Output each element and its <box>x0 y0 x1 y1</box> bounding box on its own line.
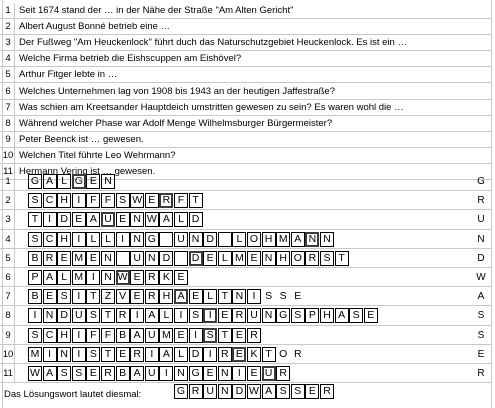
letter-cell[interactable]: N <box>130 212 144 227</box>
letter-cell[interactable]: N <box>43 308 57 323</box>
question-row[interactable] <box>0 132 492 148</box>
letter-cell[interactable]: L <box>57 270 71 285</box>
row-number: 6 <box>2 268 15 286</box>
letter-cell[interactable]: E <box>218 308 232 323</box>
question-text: Welche Firma betrieb die Eishscuppen am Eishövel? <box>19 53 242 65</box>
letter-cell[interactable]: K <box>247 347 261 362</box>
letter-cell[interactable]: F <box>101 328 115 343</box>
letter-cell[interactable]: A <box>145 308 159 323</box>
letter-cell[interactable]: I <box>43 347 57 362</box>
row-number: 3 <box>2 35 15 50</box>
letter-cell[interactable]: N <box>57 347 71 362</box>
letter-cell[interactable]: U <box>247 308 261 323</box>
letter-cell[interactable]: S <box>291 308 305 323</box>
letter-cell[interactable]: W <box>28 366 42 381</box>
letter-cell[interactable]: O <box>247 232 261 247</box>
letter-cell[interactable]: W <box>145 212 159 227</box>
overflow-letter: S <box>265 290 273 303</box>
letter-cell[interactable]: R <box>247 328 261 343</box>
letter-cell[interactable] <box>159 232 173 247</box>
letter-cell[interactable]: T <box>101 308 115 323</box>
letter-cell[interactable]: I <box>145 347 159 362</box>
letter-cell[interactable]: N <box>262 308 276 323</box>
letter-cell[interactable]: G <box>189 366 203 381</box>
solution-cell[interactable]: S <box>276 384 290 399</box>
row-number: 9 <box>2 326 15 344</box>
question-text: Welchen Titel führte Leo Wehrmann? <box>19 149 176 161</box>
letter-cell[interactable]: R <box>218 347 232 362</box>
solution-letter: U <box>477 214 485 226</box>
highlighted-letter-cell[interactable]: G <box>72 174 86 189</box>
letter-cell[interactable]: U <box>174 232 188 247</box>
answer-row[interactable] <box>0 191 492 210</box>
letter-cell[interactable]: I <box>247 289 261 304</box>
letter-cell[interactable]: E <box>232 328 246 343</box>
letter-cell[interactable]: E <box>86 251 100 266</box>
letter-cell[interactable]: L <box>232 232 246 247</box>
letter-cell[interactable]: R <box>145 270 159 285</box>
question-text: Der Fußweg "Am Heuckenlock" führt duch das Naturschutzgebiet Heuckenlock. Es ist ein … <box>19 37 407 49</box>
letter-cell[interactable]: H <box>320 308 334 323</box>
letter-cell[interactable]: L <box>218 251 232 266</box>
solution-cell[interactable]: G <box>174 384 188 399</box>
letter-cell[interactable]: M <box>72 251 86 266</box>
letter-cell[interactable]: D <box>189 347 203 362</box>
letter-cell[interactable]: C <box>43 328 57 343</box>
answer-row[interactable] <box>0 364 492 383</box>
letter-cell[interactable]: I <box>232 366 246 381</box>
letter-cell[interactable]: C <box>43 193 57 208</box>
letter-cell[interactable]: C <box>43 232 57 247</box>
letter-cell[interactable]: A <box>159 212 173 227</box>
answer-row[interactable] <box>0 345 492 364</box>
letter-cell[interactable]: R <box>101 366 115 381</box>
letter-cell[interactable]: S <box>28 193 42 208</box>
letter-cell[interactable]: B <box>28 251 42 266</box>
row-number: 11 <box>2 364 15 382</box>
letter-cell[interactable]: D <box>57 212 71 227</box>
letter-cell[interactable]: M <box>159 328 173 343</box>
row-number: 10 <box>2 345 15 363</box>
row-number: 8 <box>2 306 15 324</box>
letter-cell[interactable]: M <box>28 347 42 362</box>
letter-cell[interactable]: R <box>43 251 57 266</box>
letter-cell[interactable]: L <box>159 308 173 323</box>
letter-cell[interactable]: I <box>174 308 188 323</box>
letter-cell[interactable]: N <box>189 232 203 247</box>
letter-cell[interactable]: I <box>43 212 57 227</box>
letter-cell[interactable]: M <box>232 251 246 266</box>
solution-cell[interactable]: N <box>218 384 232 399</box>
letter-cell[interactable]: I <box>28 308 42 323</box>
letter-cell[interactable]: U <box>145 328 159 343</box>
highlighted-letter-cell[interactable]: R <box>159 193 173 208</box>
row-number: 10 <box>2 148 15 163</box>
letter-cell[interactable]: E <box>116 212 130 227</box>
highlighted-letter-cell[interactable]: U <box>262 366 276 381</box>
solution-letter: W <box>476 272 486 283</box>
highlighted-letter-cell[interactable]: D <box>189 251 203 266</box>
letter-cell[interactable]: L <box>203 289 217 304</box>
solution-letter: R <box>477 368 485 379</box>
question-text: Peter Beenck ist … gewesen. <box>19 133 144 145</box>
row-number: 9 <box>2 132 15 147</box>
letter-cell[interactable]: W <box>130 193 144 208</box>
question-row[interactable] <box>0 148 492 164</box>
answer-row[interactable] <box>0 306 492 325</box>
solution-cell[interactable]: W <box>247 384 261 399</box>
letter-cell[interactable] <box>174 251 188 266</box>
question-row[interactable] <box>0 67 492 83</box>
solution-cell[interactable]: R <box>189 384 203 399</box>
letter-cell[interactable]: S <box>320 251 334 266</box>
letter-cell[interactable]: R <box>276 366 290 381</box>
letter-cell[interactable]: E <box>130 289 144 304</box>
letter-cell[interactable] <box>116 251 130 266</box>
letter-cell[interactable]: E <box>247 366 261 381</box>
letter-cell[interactable]: N <box>145 251 159 266</box>
letter-cell[interactable]: K <box>159 270 173 285</box>
letter-cell[interactable]: V <box>116 289 130 304</box>
question-row[interactable] <box>0 19 492 35</box>
question-row[interactable] <box>0 116 492 132</box>
letter-cell[interactable]: E <box>364 308 378 323</box>
letter-cell[interactable]: I <box>86 270 100 285</box>
letter-cell[interactable]: N <box>101 251 115 266</box>
letter-cell[interactable]: I <box>72 289 86 304</box>
highlighted-letter-cell[interactable]: S <box>203 328 217 343</box>
letter-cell[interactable]: A <box>130 328 144 343</box>
solution-cell[interactable]: A <box>262 384 276 399</box>
letter-cell[interactable]: G <box>276 308 290 323</box>
letter-cell[interactable]: H <box>57 232 71 247</box>
letter-cell[interactable]: R <box>305 251 319 266</box>
letter-cell[interactable]: F <box>101 193 115 208</box>
question-text: Arthur Fitger lebte in … <box>19 69 118 81</box>
letter-cell[interactable]: T <box>218 328 232 343</box>
answer-row[interactable] <box>0 268 492 287</box>
solution-letter: A <box>477 291 485 303</box>
solution-cell[interactable]: S <box>291 384 305 399</box>
letter-cell[interactable]: U <box>72 308 86 323</box>
letter-cell[interactable]: D <box>189 212 203 227</box>
letter-cell[interactable]: D <box>57 308 71 323</box>
letter-cell[interactable]: A <box>159 347 173 362</box>
row-number: 2 <box>2 19 15 34</box>
letter-cell[interactable]: A <box>43 270 57 285</box>
letter-cell[interactable]: S <box>72 366 86 381</box>
letter-cell[interactable]: D <box>159 251 173 266</box>
solution-label: Das Lösungswort lautet diesmal: <box>4 389 142 400</box>
letter-cell[interactable]: N <box>232 289 246 304</box>
letter-cell[interactable]: E <box>174 270 188 285</box>
letter-cell[interactable]: A <box>335 308 349 323</box>
letter-cell[interactable]: G <box>145 232 159 247</box>
highlighted-letter-cell[interactable]: A <box>174 289 188 304</box>
solution-letter: G <box>477 176 485 187</box>
solution-cell[interactable]: R <box>320 384 334 399</box>
letter-cell[interactable]: R <box>130 347 144 362</box>
letter-cell[interactable]: L <box>86 232 100 247</box>
solution-letter: E <box>477 348 485 360</box>
letter-cell[interactable]: E <box>145 193 159 208</box>
answer-row[interactable] <box>0 172 492 191</box>
letter-cell[interactable]: H <box>57 193 71 208</box>
letter-cell[interactable]: T <box>28 212 42 227</box>
solution-letter: D <box>477 252 485 264</box>
letter-cell[interactable]: T <box>262 347 276 362</box>
answer-row[interactable] <box>0 230 492 249</box>
answer-row[interactable] <box>0 326 492 345</box>
row-number: 7 <box>2 100 15 115</box>
row-number: 1 <box>2 3 15 18</box>
question-text: Welches Unternehmen lag von 1908 bis 1943 an der heutigen Jaffestraße? <box>19 85 335 97</box>
letter-cell[interactable]: I <box>130 308 144 323</box>
letter-cell[interactable]: I <box>72 347 86 362</box>
letter-cell[interactable]: A <box>43 174 57 189</box>
overflow-letter: S <box>279 290 287 303</box>
letter-cell[interactable]: S <box>349 308 363 323</box>
letter-cell[interactable]: L <box>57 174 71 189</box>
highlighted-letter-cell[interactable]: U <box>101 212 115 227</box>
highlighted-letter-cell[interactable]: E <box>232 347 246 362</box>
question-text: Was schien am Kreetsander Hauptdeich umstritten gewesen zu sein? Es waren wohl die … <box>19 101 404 113</box>
overflow-letter: E <box>294 290 302 303</box>
letter-cell[interactable]: E <box>189 289 203 304</box>
question-text: Hermann Vering ist … gewesen. <box>19 166 156 177</box>
letter-cell[interactable]: N <box>320 232 334 247</box>
letter-cell[interactable]: F <box>86 328 100 343</box>
answer-row[interactable] <box>0 210 492 229</box>
letter-cell[interactable]: E <box>130 270 144 285</box>
question-row[interactable] <box>0 51 492 67</box>
letter-cell[interactable]: I <box>72 232 86 247</box>
letter-cell[interactable]: S <box>189 308 203 323</box>
letter-cell[interactable]: N <box>218 366 232 381</box>
row-number: 4 <box>2 230 15 248</box>
solution-letter: R <box>477 195 485 207</box>
row-number: 11 <box>2 164 15 179</box>
letter-cell[interactable]: D <box>203 232 217 247</box>
letter-cell[interactable]: E <box>203 251 217 266</box>
solution-letter: S <box>477 310 485 322</box>
letter-cell[interactable]: B <box>116 366 130 381</box>
letter-cell[interactable]: B <box>116 328 130 343</box>
question-text: Seit 1674 stand der … in der Nähe der Straße "Am Alten Gericht" <box>19 5 294 16</box>
letter-cell[interactable] <box>218 232 232 247</box>
letter-cell[interactable]: E <box>203 366 217 381</box>
letter-cell[interactable]: E <box>57 251 71 266</box>
question-row[interactable] <box>0 35 492 51</box>
letter-cell[interactable]: L <box>174 212 188 227</box>
row-number: 6 <box>2 84 15 99</box>
letter-cell[interactable]: I <box>203 347 217 362</box>
letter-cell[interactable]: L <box>174 347 188 362</box>
letter-cell[interactable]: N <box>101 270 115 285</box>
answer-row[interactable] <box>0 287 492 306</box>
letter-cell[interactable]: R <box>116 308 130 323</box>
letter-cell[interactable]: E <box>247 251 261 266</box>
letter-cell[interactable]: G <box>28 174 42 189</box>
row-number: 5 <box>2 67 15 82</box>
row-number: 8 <box>2 116 15 131</box>
letter-cell[interactable]: A <box>130 366 144 381</box>
highlighted-letter-cell[interactable]: W <box>116 270 130 285</box>
letter-cell[interactable]: N <box>262 251 276 266</box>
letter-cell[interactable]: E <box>116 347 130 362</box>
letter-cell[interactable]: S <box>57 289 71 304</box>
overflow-letter: O <box>279 347 288 360</box>
letter-cell[interactable]: R <box>232 308 246 323</box>
letter-cell[interactable]: E <box>43 289 57 304</box>
question-row[interactable] <box>0 3 492 19</box>
letter-cell[interactable]: I <box>159 366 173 381</box>
letter-cell[interactable]: H <box>262 232 276 247</box>
letter-cell[interactable]: U <box>145 366 159 381</box>
question-row[interactable] <box>0 84 492 100</box>
letter-cell[interactable]: O <box>291 251 305 266</box>
letter-cell[interactable]: F <box>86 193 100 208</box>
letter-cell[interactable]: A <box>291 232 305 247</box>
solution-letter: S <box>477 329 485 341</box>
row-number: 4 <box>2 51 15 66</box>
letter-cell[interactable]: S <box>86 308 100 323</box>
letter-cell[interactable]: H <box>276 251 290 266</box>
letter-cell[interactable]: S <box>57 366 71 381</box>
letter-cell[interactable]: N <box>101 174 115 189</box>
letter-cell[interactable]: H <box>57 328 71 343</box>
letter-cell[interactable]: S <box>28 328 42 343</box>
letter-cell[interactable]: N <box>174 366 188 381</box>
row-number: 3 <box>2 210 15 228</box>
answer-row[interactable] <box>0 249 492 268</box>
row-number: 5 <box>2 249 15 267</box>
letter-cell[interactable]: T <box>101 347 115 362</box>
letter-cell[interactable]: E <box>72 212 86 227</box>
letter-cell[interactable]: T <box>335 251 349 266</box>
question-text: Während welcher Phase war Adolf Menge Wilhelmsburger Bürgermeister? <box>19 117 333 129</box>
row-number: 7 <box>2 287 15 305</box>
letter-cell[interactable]: L <box>101 232 115 247</box>
letter-cell[interactable]: E <box>86 174 100 189</box>
letter-cell[interactable]: M <box>72 270 86 285</box>
letter-cell[interactable]: A <box>86 212 100 227</box>
letter-cell[interactable]: E <box>86 366 100 381</box>
letter-cell[interactable]: E <box>174 328 188 343</box>
highlighted-letter-cell[interactable]: I <box>203 308 217 323</box>
letter-cell[interactable]: I <box>189 328 203 343</box>
letter-cell[interactable]: I <box>116 232 130 247</box>
letter-cell[interactable]: T <box>189 193 203 208</box>
question-row[interactable] <box>0 100 492 116</box>
letter-cell[interactable]: S <box>28 232 42 247</box>
letter-cell[interactable]: R <box>145 289 159 304</box>
letter-cell[interactable]: S <box>86 347 100 362</box>
letter-cell[interactable]: T <box>218 289 232 304</box>
question-text: Albert August Bonné betrieb eine … <box>19 21 171 33</box>
letter-cell[interactable]: I <box>72 193 86 208</box>
letter-cell[interactable]: T <box>86 289 100 304</box>
letter-cell[interactable]: A <box>43 366 57 381</box>
letter-cell[interactable]: P <box>28 270 42 285</box>
letter-cell[interactable]: I <box>72 328 86 343</box>
row-number: 2 <box>2 191 15 209</box>
solution-cell[interactable]: U <box>203 384 217 399</box>
letter-cell[interactable]: U <box>130 251 144 266</box>
letter-cell[interactable]: N <box>130 232 144 247</box>
overflow-letter: R <box>294 347 302 360</box>
letter-cell[interactable]: P <box>305 308 319 323</box>
letter-cell[interactable]: H <box>159 289 173 304</box>
solution-letter: N <box>477 233 485 245</box>
solution-cell[interactable]: E <box>305 384 319 399</box>
solution-cell[interactable]: D <box>232 384 246 399</box>
row-number: 1 <box>2 172 15 190</box>
letter-cell[interactable]: B <box>28 289 42 304</box>
letter-cell[interactable]: F <box>174 193 188 208</box>
highlighted-letter-cell[interactable]: N <box>305 232 319 247</box>
letter-cell[interactable]: M <box>276 232 290 247</box>
letter-cell[interactable]: S <box>116 193 130 208</box>
letter-cell[interactable]: Z <box>101 289 115 304</box>
